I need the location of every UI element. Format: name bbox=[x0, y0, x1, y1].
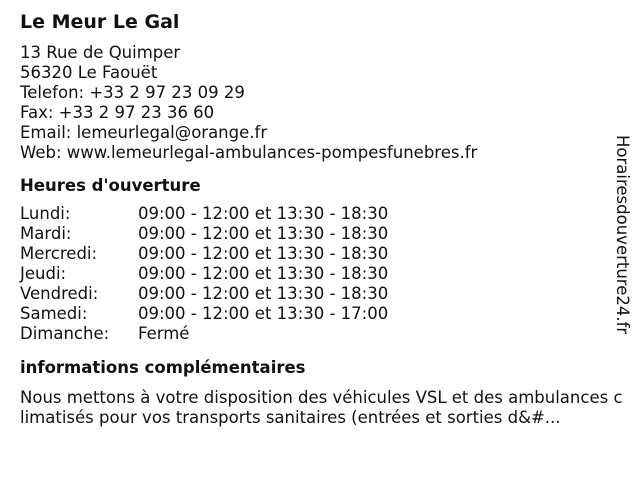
hours-row-saturday bbox=[20, 304, 620, 324]
hours-time: 09:00 - 12:00 et 13:30 - 18:30 bbox=[138, 264, 389, 283]
hours-day: Vendredi: bbox=[20, 284, 99, 303]
brand-watermark: Horairesdouverture24.fr bbox=[613, 135, 632, 335]
hours-day: Mardi: bbox=[20, 224, 72, 243]
address-line-city: 56320 Le Faouët bbox=[20, 63, 158, 82]
hours-day: Dimanche: bbox=[20, 324, 110, 343]
contact-block bbox=[20, 43, 620, 163]
hours-row-sunday bbox=[20, 324, 620, 344]
hours-table bbox=[20, 204, 620, 344]
website-text: Web: www.lemeurlegal-ambulances-pompesfunebres.fr bbox=[20, 143, 478, 162]
hours-time: Fermé bbox=[138, 324, 190, 343]
phone-text: Telefon: +33 2 97 23 09 29 bbox=[20, 83, 245, 102]
hours-day: Samedi: bbox=[20, 304, 88, 323]
hours-row-monday bbox=[20, 204, 620, 224]
email-text: Email: lemeurlegal@orange.fr bbox=[20, 123, 268, 142]
hours-row-thursday bbox=[20, 264, 620, 284]
hours-day: Mercredi: bbox=[20, 244, 98, 263]
address-line-street: 13 Rue de Quimper bbox=[20, 43, 181, 62]
hours-time: 09:00 - 12:00 et 13:30 - 17:00 bbox=[138, 304, 389, 323]
hours-time: 09:00 - 12:00 et 13:30 - 18:30 bbox=[138, 244, 389, 263]
hours-row-wednesday bbox=[20, 244, 620, 264]
hours-row-friday bbox=[20, 284, 620, 304]
hours-day: Jeudi: bbox=[20, 264, 67, 283]
fax-text: Fax: +33 2 97 23 36 60 bbox=[20, 103, 215, 122]
hours-time: 09:00 - 12:00 et 13:30 - 18:30 bbox=[138, 224, 389, 243]
business-name: Le Meur Le Gal bbox=[20, 11, 180, 33]
hours-time: 09:00 - 12:00 et 13:30 - 18:30 bbox=[138, 284, 389, 303]
hours-row-tuesday bbox=[20, 224, 620, 244]
hours-day: Lundi: bbox=[20, 204, 71, 223]
hours-time: 09:00 - 12:00 et 13:30 - 18:30 bbox=[138, 204, 389, 223]
info-text: Nous mettons à votre disposition des véhicules VSL et des ambulances climatisés pour vos transports sanitaires (entrées et sorties d&#... bbox=[20, 388, 623, 427]
hours-title: Heures d'ouverture bbox=[20, 176, 201, 195]
info-title: informations complémentaires bbox=[20, 358, 306, 377]
